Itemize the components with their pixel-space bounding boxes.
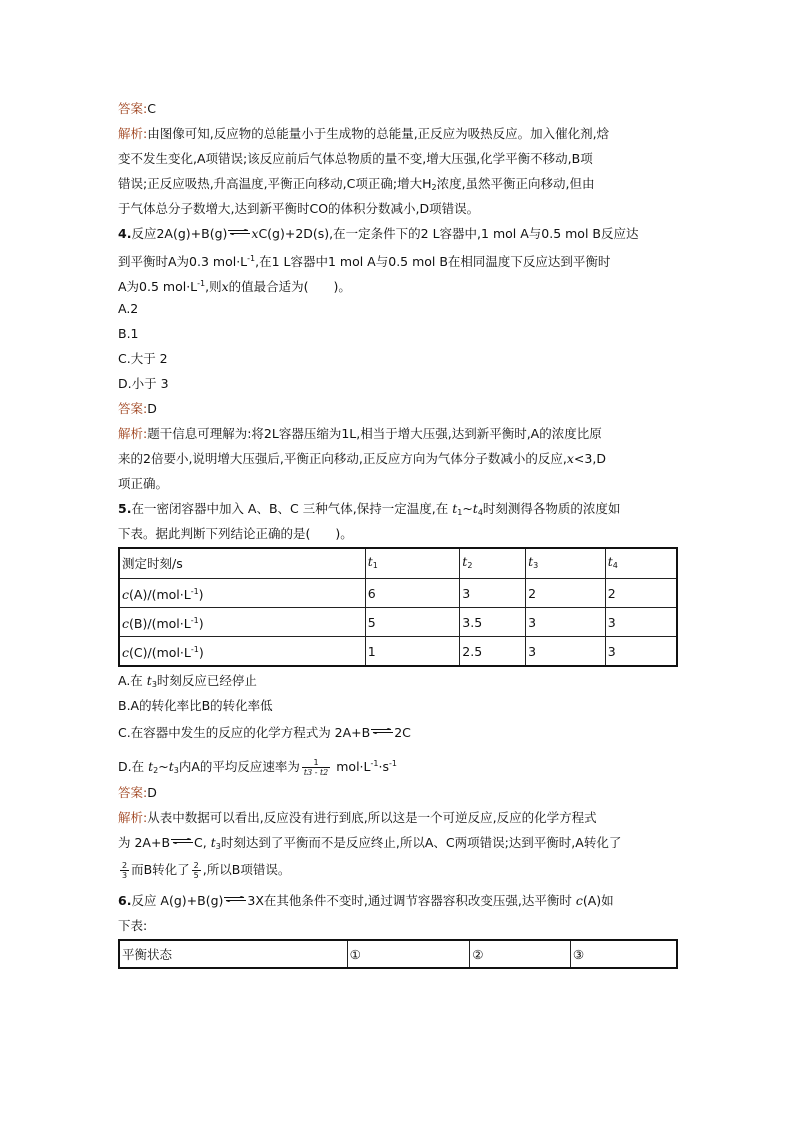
table-header-cell: $t_1$: [365, 548, 460, 579]
q5-answer: 答案:D: [118, 785, 157, 800]
q4-stem-line3: A为0.5 $mol\cdot L^{-1}$,则x的值最合适为( )。: [118, 279, 351, 294]
q4-stem-line1: 4.反应2A(g)+B(g) xC(g)+2D(s),在一定条件下的2 L容器中,1 mol A与0.5 mol B反应达: [118, 226, 639, 241]
table-cell: 6: [365, 579, 460, 608]
table-cell: 3: [460, 579, 526, 608]
q3-analysis-line3: 错误;正反应吸热,升高温度,平衡正向移动,C项正确;增大$H_2$浓度,虽然平衡正向移动,但由: [118, 176, 595, 192]
q4-analysis-line2: 来的2倍要小,说明增大压强后,平衡正向移动,正反应方向为气体分子数减小的反应,x<3,D: [118, 451, 606, 466]
table-cell: 5: [365, 608, 460, 637]
q5-stem-line1: 5.在一密闭容器中加入 A、B、C 三种气体,保持一定温度,在 $t_1\sim t_4$时刻测得各物质的浓度如: [118, 501, 621, 517]
q3-analysis-line1: 解析:由图像可知,反应物的总能量小于生成物的总能量,正反应为吸热反应。加入催化剂,焓: [118, 126, 610, 141]
q4-analysis-line3: 项正确。: [118, 476, 169, 491]
q6-equilibrium-table: [118, 939, 678, 969]
table-cell: 3: [605, 637, 677, 667]
document-page: [118, 96, 678, 970]
table-cell: 3.5: [460, 608, 526, 637]
q4-option-c: C.大于 2: [118, 351, 168, 366]
q4-option-a: A.2: [118, 301, 139, 316]
q4-option-d: D.小于 3: [118, 376, 169, 391]
q6-stem-line1: 6.反应 A(g)+B(g) 3X在其他条件不变时,通过调节容器容积改变压强,达平衡时 c(A)如: [118, 893, 614, 908]
q5-analysis-line1: 解析:从表中数据可以看出,反应没有进行到底,所以这是一个可逆反应,反应的化学方程式: [118, 810, 597, 825]
q5-option-b: B.A的转化率比B的转化率低: [118, 698, 273, 713]
q4-stem-line2: 到平衡时A为0.3 $mol\cdot L^{-1}$,在1 L容器中1 mol A与0.5 mol B在相同温度下反应达到平衡时: [118, 254, 611, 269]
table-header-cell: $t_3$: [526, 548, 606, 579]
q4-answer: 答案:D: [118, 401, 157, 416]
table-cell: 1: [365, 637, 460, 667]
rate-fraction: $\frac{1}{t3 - t2}$: [303, 758, 329, 777]
table-cell: 3: [605, 608, 677, 637]
fraction-two-thirds: $\frac{2}{3}$: [122, 861, 128, 880]
table-cell: $c(B)/(mol\cdot L^{-1})$: [119, 608, 365, 637]
q5-analysis-line3: $\frac{2}{3}$ 而B转化了 $\frac{2}{5}$ ,所以B项错误。: [122, 861, 291, 880]
q3-analysis-line4: 于气体总分子数增大,达到新平衡时CO的体积分数减小,D项错误。: [118, 201, 480, 216]
q5-option-a: A.在 $t_3$时刻反应已经停止: [118, 673, 257, 689]
q3-answer: 答案:C: [118, 101, 156, 116]
reversible-arrow-icon: [371, 728, 393, 734]
table-header-cell: ①: [347, 940, 470, 968]
q3-analysis-line2: 变不发生变化,A项错误;该反应前后气体总物质的量不变,增大压强,化学平衡不移动,B项: [118, 151, 593, 166]
table-row: [119, 579, 677, 608]
q5-option-c: C.在容器中发生的反应的化学方程式为 2A+B 2C: [118, 725, 411, 740]
table-cell: 3: [526, 637, 606, 667]
table-row: [119, 637, 677, 667]
table-header-cell: ②: [470, 940, 571, 968]
table-cell: 3: [526, 608, 606, 637]
table-header-cell: 测定时刻/s: [119, 548, 365, 579]
fraction-two-fifths: $\frac{2}{5}$: [193, 861, 199, 880]
q4-option-b: B.1: [118, 326, 139, 341]
reversible-arrow-icon: [228, 229, 250, 235]
reversible-arrow-icon: [171, 838, 193, 844]
q5-concentration-table: [118, 547, 678, 667]
q6-stem-line2: 下表:: [118, 918, 148, 933]
table-cell: 2: [526, 579, 606, 608]
table-cell: $c(A)/(mol\cdot L^{-1})$: [119, 579, 365, 608]
table-header-cell: $t_2$: [460, 548, 526, 579]
table-cell: $c(C)/(mol\cdot L^{-1})$: [119, 637, 365, 667]
table-cell: 2.5: [460, 637, 526, 667]
q5-stem-line2: 下表。据此判断下列结论正确的是( )。: [118, 526, 353, 541]
reversible-arrow-icon: [224, 896, 246, 902]
q5-analysis-line2: 为 2A+B C, $t_3$时刻达到了平衡而不是反应终止,所以A、C两项错误;达到平衡时,A转化了: [118, 835, 622, 851]
table-cell: 2: [605, 579, 677, 608]
table-header-cell: 平衡状态: [119, 940, 347, 968]
table-header-cell: ③: [570, 940, 677, 968]
table-row: [119, 548, 677, 579]
table-row: [119, 608, 677, 637]
q5-option-d: D.在 $t_2\sim t_3$内A的平均反应速率为 $\frac{1}{t3 - t2}$ $mol\cdot L^{-1}\cdot s^{-1}$: [118, 758, 397, 777]
table-row: [119, 940, 677, 968]
q4-analysis-line1: 解析:题干信息可理解为:将2L容器压缩为1L,相当于增大压强,达到新平衡时,A的浓度比原: [118, 426, 602, 441]
table-header-cell: $t_4$: [605, 548, 677, 579]
